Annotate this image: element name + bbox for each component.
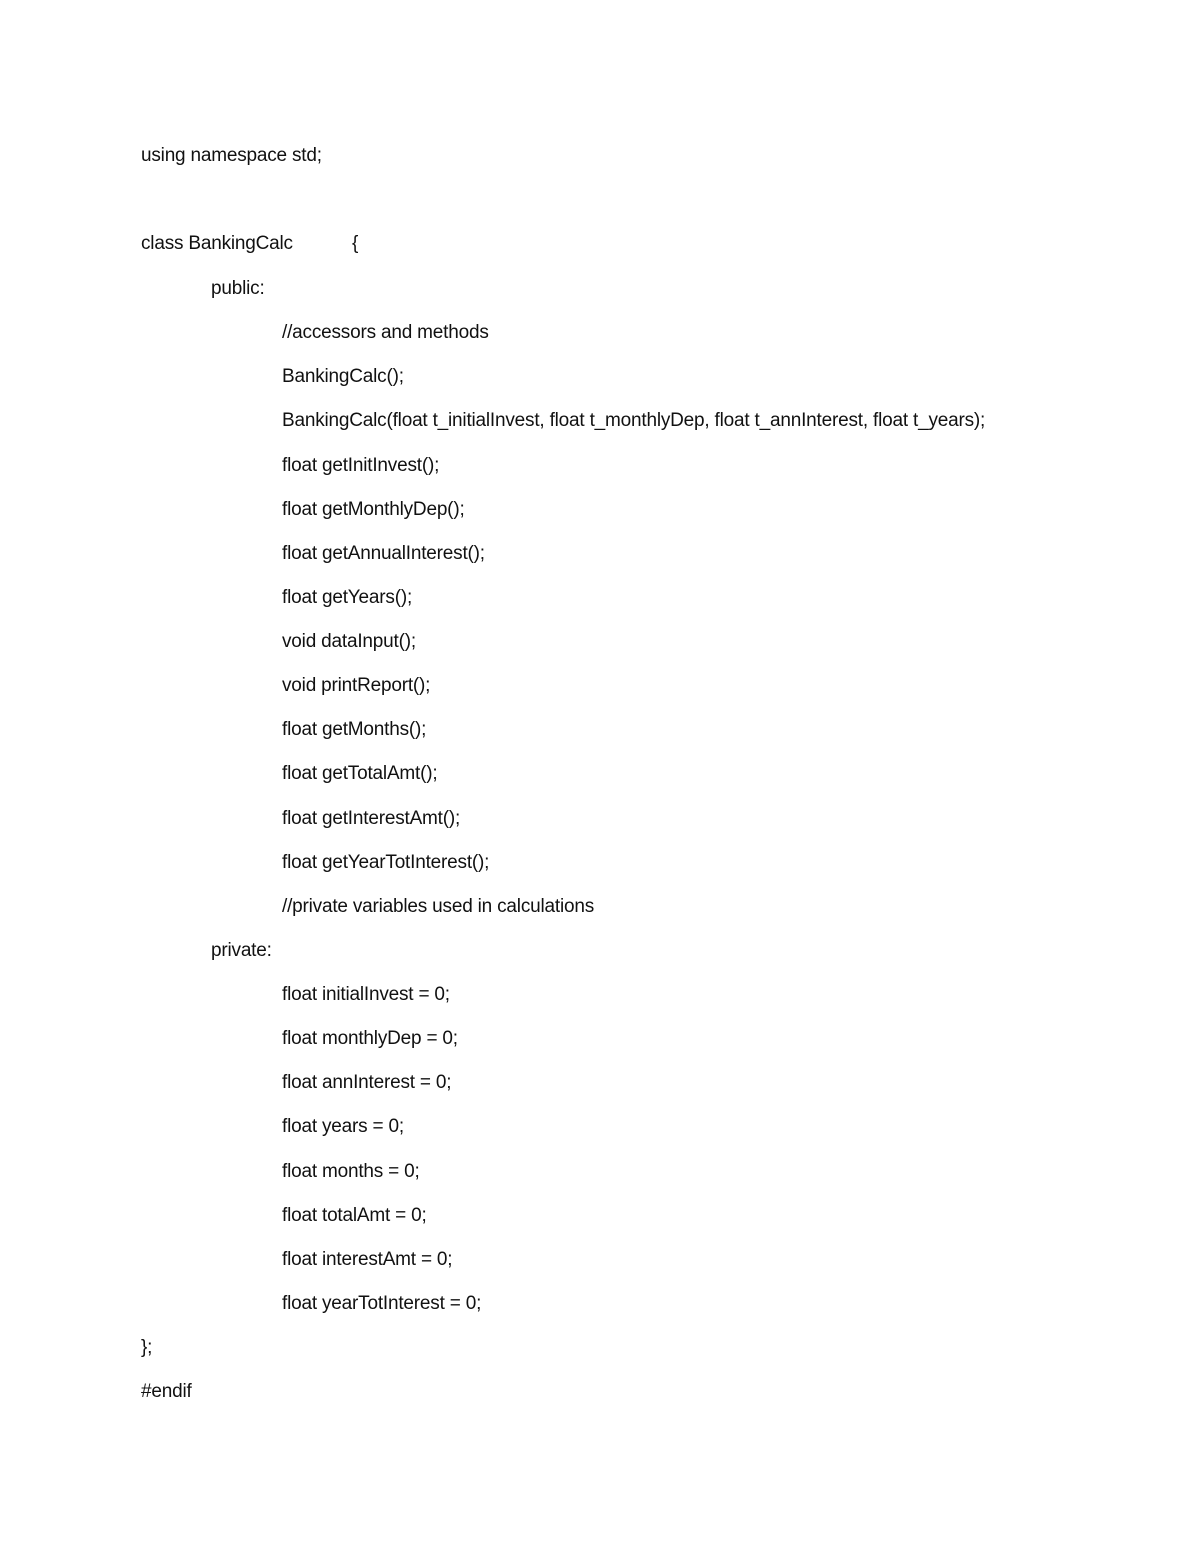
code-line-get-interest-amt: float getInterestAmt(); xyxy=(282,808,461,829)
code-line-get-years: float getYears(); xyxy=(282,587,413,608)
code-line-default-constructor: BankingCalc(); xyxy=(282,366,404,387)
code-line-get-year-tot-interest: float getYearTotInterest(); xyxy=(282,852,490,873)
code-line-months: float months = 0; xyxy=(282,1161,420,1182)
code-line-endif: #endif xyxy=(141,1381,192,1402)
code-line-monthly-dep: float monthlyDep = 0; xyxy=(282,1028,458,1049)
code-line-get-init-invest: float getInitInvest(); xyxy=(282,455,440,476)
code-line-class-declaration: class BankingCalc xyxy=(141,233,293,254)
code-line-param-constructor: BankingCalc(float t_initialInvest, float t_monthlyDep, float t_annInterest, float t_years); xyxy=(282,410,986,431)
code-line-get-annual-interest: float getAnnualInterest(); xyxy=(282,543,485,564)
code-line-years: float years = 0; xyxy=(282,1116,404,1137)
code-line-public-label: public: xyxy=(211,278,265,299)
code-line-get-total-amt: float getTotalAmt(); xyxy=(282,763,438,784)
code-line-interest-amt: float interestAmt = 0; xyxy=(282,1249,453,1270)
code-line-print-report: void printReport(); xyxy=(282,675,431,696)
code-line-initial-invest: float initialInvest = 0; xyxy=(282,984,450,1005)
code-line-close-class: }; xyxy=(141,1337,153,1358)
code-line-open-brace: { xyxy=(352,233,359,254)
code-line-private-label: private: xyxy=(211,940,272,961)
code-line-ann-interest: float annInterest = 0; xyxy=(282,1072,452,1093)
code-line-get-months: float getMonths(); xyxy=(282,719,427,740)
code-comment-accessors: //accessors and methods xyxy=(282,322,489,343)
code-line-year-tot-interest: float yearTotInterest = 0; xyxy=(282,1293,482,1314)
code-line-using-namespace: using namespace std; xyxy=(141,145,322,166)
code-line-get-monthly-dep: float getMonthlyDep(); xyxy=(282,499,465,520)
code-comment-private-variables: //private variables used in calculations xyxy=(282,896,595,917)
code-line-data-input: void dataInput(); xyxy=(282,631,416,652)
code-line-total-amt: float totalAmt = 0; xyxy=(282,1205,427,1226)
